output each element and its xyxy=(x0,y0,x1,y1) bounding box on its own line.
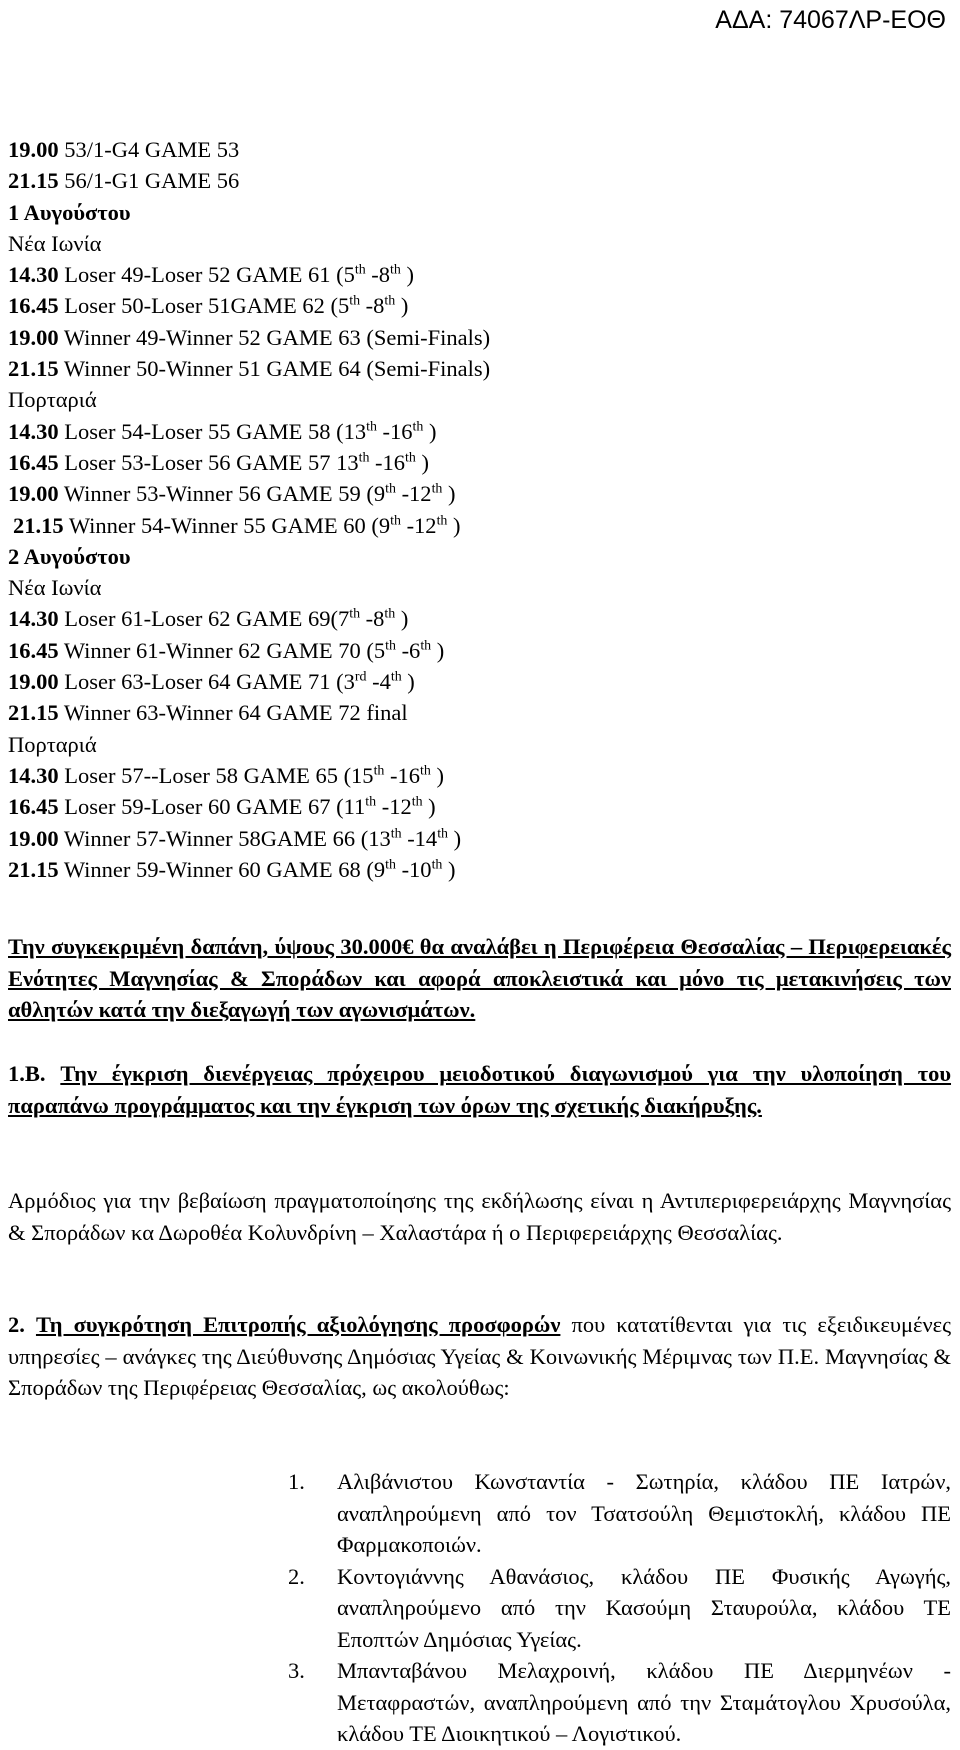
committee-text: Μπανταβάνου Μελαχροινή, κλάδου ΠΕ Διερμηνέων - Μεταφραστών, αναπληρούμενη από την Σταμάτογλου Χρυσούλα, κλάδου ΤΕ Διοικητικού – Λογιστικού. xyxy=(337,1658,951,1746)
schedule-line xyxy=(8,760,490,791)
schedule-text: -8 xyxy=(360,606,385,632)
schedule-line xyxy=(8,290,490,321)
schedule-text: -16 xyxy=(369,449,406,475)
committee-list xyxy=(288,1466,951,1750)
schedule-time: 14.30 xyxy=(8,762,59,788)
committee-member xyxy=(288,1655,951,1750)
schedule-line xyxy=(8,384,490,415)
schedule-time: 14.30 xyxy=(8,262,59,288)
schedule-time: 19.00 xyxy=(8,481,59,507)
schedule-text: Loser 59-Loser 60 GAME 67 (11 xyxy=(58,794,366,820)
schedule-text: Πορταριά xyxy=(8,387,97,413)
schedule-text: ) xyxy=(415,449,430,475)
ordinal-suffix: th xyxy=(390,513,401,529)
schedule-text: -4 xyxy=(366,669,391,695)
schedule-text: Loser 53-Loser 56 GAME 57 13 xyxy=(58,449,359,475)
ordinal-suffix: th xyxy=(431,481,443,497)
committee-number: 3. xyxy=(288,1658,305,1683)
schedule-time: 21.15 xyxy=(8,168,59,194)
schedule-text: Winner 53-Winner 56 GAME 59 (9 xyxy=(58,481,386,507)
schedule-line xyxy=(8,478,490,509)
schedule-text: Winner 63-Winner 64 GAME 72 final xyxy=(58,700,408,726)
ordinal-suffix: th xyxy=(373,763,385,779)
schedule-time: 16.45 xyxy=(8,794,59,820)
schedule-text: Πορταριά xyxy=(8,731,97,757)
schedule-text: -12 xyxy=(376,794,412,820)
schedule-line xyxy=(8,791,490,822)
schedule-line xyxy=(8,197,490,228)
schedule-text: ) xyxy=(423,418,437,444)
schedule-line xyxy=(8,134,490,165)
schedule-line xyxy=(8,541,490,572)
schedule-text: -6 xyxy=(395,637,421,663)
ordinal-suffix: th xyxy=(365,794,377,810)
schedule-time: 19.00 xyxy=(8,669,59,695)
match-schedule xyxy=(8,134,490,885)
schedule-text: -16 xyxy=(384,762,421,788)
schedule-text: Winner 59-Winner 60 GAME 68 (9 xyxy=(58,856,386,882)
ordinal-suffix: th xyxy=(420,763,431,779)
schedule-text: 56/1-G1 GAME 56 xyxy=(58,168,240,194)
schedule-text: -10 xyxy=(395,856,432,882)
section-2 xyxy=(8,1309,951,1404)
schedule-text: ) xyxy=(401,669,415,695)
schedule-time: 2 Αυγούστου xyxy=(8,543,131,569)
schedule-text: Winner 50-Winner 51 GAME 64 (Semi-Finals) xyxy=(58,356,491,382)
section-1b-number: 1.Β. xyxy=(8,1061,46,1086)
schedule-line xyxy=(8,823,490,854)
schedule-time: 19.00 xyxy=(8,137,59,162)
ordinal-suffix: th xyxy=(390,669,402,685)
ordinal-suffix: th xyxy=(390,262,401,278)
cost-paragraph xyxy=(8,931,951,1026)
schedule-line xyxy=(8,416,490,447)
schedule-time: 14.30 xyxy=(8,606,59,632)
committee-number: 2. xyxy=(288,1563,305,1589)
schedule-line xyxy=(8,572,490,603)
ordinal-suffix: th xyxy=(384,606,396,622)
schedule-text: Winner 54-Winner 55 GAME 60 (9 xyxy=(63,512,391,538)
schedule-text: -14 xyxy=(401,825,438,851)
schedule-text: Νέα Ιωνία xyxy=(8,230,102,256)
schedule-line xyxy=(8,353,490,384)
schedule-text: Winner 49-Winner 52 GAME 63 (Semi-Finals) xyxy=(58,324,491,350)
schedule-text: 53/1-G4 GAME 53 xyxy=(58,137,240,162)
schedule-text: -12 xyxy=(395,481,432,507)
ordinal-suffix: th xyxy=(349,293,361,309)
ordinal-suffix: th xyxy=(358,450,370,466)
schedule-time: 16.45 xyxy=(8,449,59,475)
schedule-text: ) xyxy=(442,481,456,507)
committee-member xyxy=(288,1466,951,1561)
schedule-text: ) xyxy=(430,762,444,788)
schedule-line xyxy=(8,635,490,666)
schedule-text: Loser 61-Loser 62 GAME 69(7 xyxy=(58,606,350,632)
ordinal-suffix: th xyxy=(437,826,449,842)
schedule-text: ) xyxy=(431,637,445,663)
ada-code: ΑΔΑ: 74067ΛΡ-ΕΟΘ xyxy=(715,6,946,34)
section-1b xyxy=(8,1058,951,1121)
ordinal-suffix: th xyxy=(412,419,424,435)
ordinal-suffix: th xyxy=(385,481,396,497)
section-1b-text: Την έγκριση διενέργειας πρόχειρου μειοδοτικού διαγωνισμού για την υλοποίηση του παραπάνω προγράμματος και την έγκριση των όρων της σχετικής διακήρυξης. xyxy=(8,1061,952,1118)
section-2-title: Τη συγκρότηση Επιτροπής αξιολόγησης προσφορών xyxy=(35,1312,561,1337)
ordinal-suffix: th xyxy=(405,450,416,466)
committee-number: 1. xyxy=(288,1469,305,1494)
ordinal-suffix: th xyxy=(431,857,443,873)
schedule-text: ) xyxy=(422,794,436,820)
schedule-line xyxy=(8,603,490,634)
ordinal-suffix: th xyxy=(411,794,423,810)
schedule-time: 21.15 xyxy=(8,700,59,726)
ordinal-suffix: th xyxy=(349,606,361,622)
schedule-line xyxy=(8,729,490,760)
schedule-time: 1 Αυγούστου xyxy=(8,199,131,225)
schedule-text: -12 xyxy=(400,512,437,538)
schedule-text: Loser 54-Loser 55 GAME 58 (13 xyxy=(58,418,367,444)
committee-text: Αλιβάνιστου Κωνσταντία - Σωτηρία, κλάδου ΠΕ Ιατρών, αναπληρούμενη από τον Τσατσούλη Θεμιστοκλή, κλάδου ΠΕ Φαρμακοποιών. xyxy=(337,1469,951,1557)
ordinal-suffix: th xyxy=(354,262,366,278)
schedule-text: ) xyxy=(447,512,461,538)
committee-member xyxy=(288,1561,951,1656)
schedule-time: 19.00 xyxy=(8,825,59,851)
schedule-text: ) xyxy=(395,293,409,319)
schedule-line xyxy=(8,228,490,259)
schedule-time: 21.15 xyxy=(13,512,64,538)
ordinal-suffix: th xyxy=(390,826,402,842)
schedule-line xyxy=(8,322,490,353)
schedule-text: -8 xyxy=(360,293,385,319)
ordinal-suffix: th xyxy=(436,513,448,529)
schedule-text: Νέα Ιωνία xyxy=(8,575,102,601)
schedule-text: -8 xyxy=(365,262,391,288)
schedule-time: 16.45 xyxy=(8,293,59,319)
schedule-line xyxy=(8,697,490,728)
schedule-text: -16 xyxy=(376,418,413,444)
schedule-line xyxy=(8,165,490,196)
schedule-time: 16.45 xyxy=(8,637,59,663)
section-2-number: 2. xyxy=(8,1312,25,1337)
schedule-line xyxy=(8,510,490,541)
ordinal-suffix: th xyxy=(385,857,396,873)
ordinal-suffix: th xyxy=(384,293,396,309)
schedule-time: 19.00 xyxy=(8,324,59,350)
schedule-text: ) xyxy=(400,262,415,288)
schedule-line xyxy=(8,666,490,697)
ordinal-suffix: th xyxy=(366,419,377,435)
schedule-line xyxy=(8,854,490,885)
committee-text: Κοντογιάννης Αθανάσιος, κλάδου ΠΕ Φυσικής Αγωγής, αναπληρούμενο από την Κασούμη Σταυρούλα, κλάδου ΤΕ Εποπτών Δημόσιας Υγείας. xyxy=(337,1563,951,1652)
schedule-text: ) xyxy=(395,606,409,632)
schedule-time: 14.30 xyxy=(8,418,59,444)
schedule-text: Winner 61-Winner 62 GAME 70 (5 xyxy=(58,637,386,663)
schedule-line xyxy=(8,447,490,478)
schedule-time: 21.15 xyxy=(8,856,59,882)
schedule-line xyxy=(8,259,490,290)
responsible-paragraph: Αρμόδιος για την βεβαίωση πραγματοποίησης της εκδήλωσης είναι η Αντιπεριφερειάρχης Μαγνησίας & Σποράδων κα Δωροθέα Κολυνδρίνη – Χαλαστάρα ή ο Περιφερειάρχης Θεσσαλίας. xyxy=(8,1188,951,1245)
schedule-text: Winner 57-Winner 58GAME 66 (13 xyxy=(58,825,391,851)
schedule-text: Loser 63-Loser 64 GAME 71 (3 xyxy=(58,669,355,695)
ordinal-suffix: th xyxy=(420,638,432,654)
schedule-text: Loser 50-Loser 51GAME 62 (5 xyxy=(58,293,350,319)
ordinal-suffix: rd xyxy=(354,669,367,685)
schedule-text: ) xyxy=(448,825,462,851)
schedule-text: Loser 49-Loser 52 GAME 61 (5 xyxy=(58,262,355,288)
section-2-text: που κατατίθενται για τις εξειδικευμένες υπηρεσίες – ανάγκες της Διεύθυνσης Δημόσιας Υγείας & Κοινωνικής Μέριμνας των Π.Ε. Μαγνησίας & Σποράδων της Περιφέρειας Θεσσαλίας, ως ακολούθως: xyxy=(8,1312,952,1400)
schedule-text: ) xyxy=(442,856,456,882)
ordinal-suffix: th xyxy=(385,638,396,654)
cost-text: Την συγκεκριμένη δαπάνη, ύψους 30.000€ θα αναλάβει η Περιφέρεια Θεσσαλίας – Περιφερειακές Ενότητες Μαγνησίας & Σποράδων και αφορά αποκλειστικά και μόνο τις μετακινήσεις των αθλητών κατά την διεξαγωγή των αγωνισμάτων. xyxy=(8,934,951,1022)
schedule-text: Loser 57--Loser 58 GAME 65 (15 xyxy=(58,762,374,788)
schedule-time: 21.15 xyxy=(8,356,59,382)
